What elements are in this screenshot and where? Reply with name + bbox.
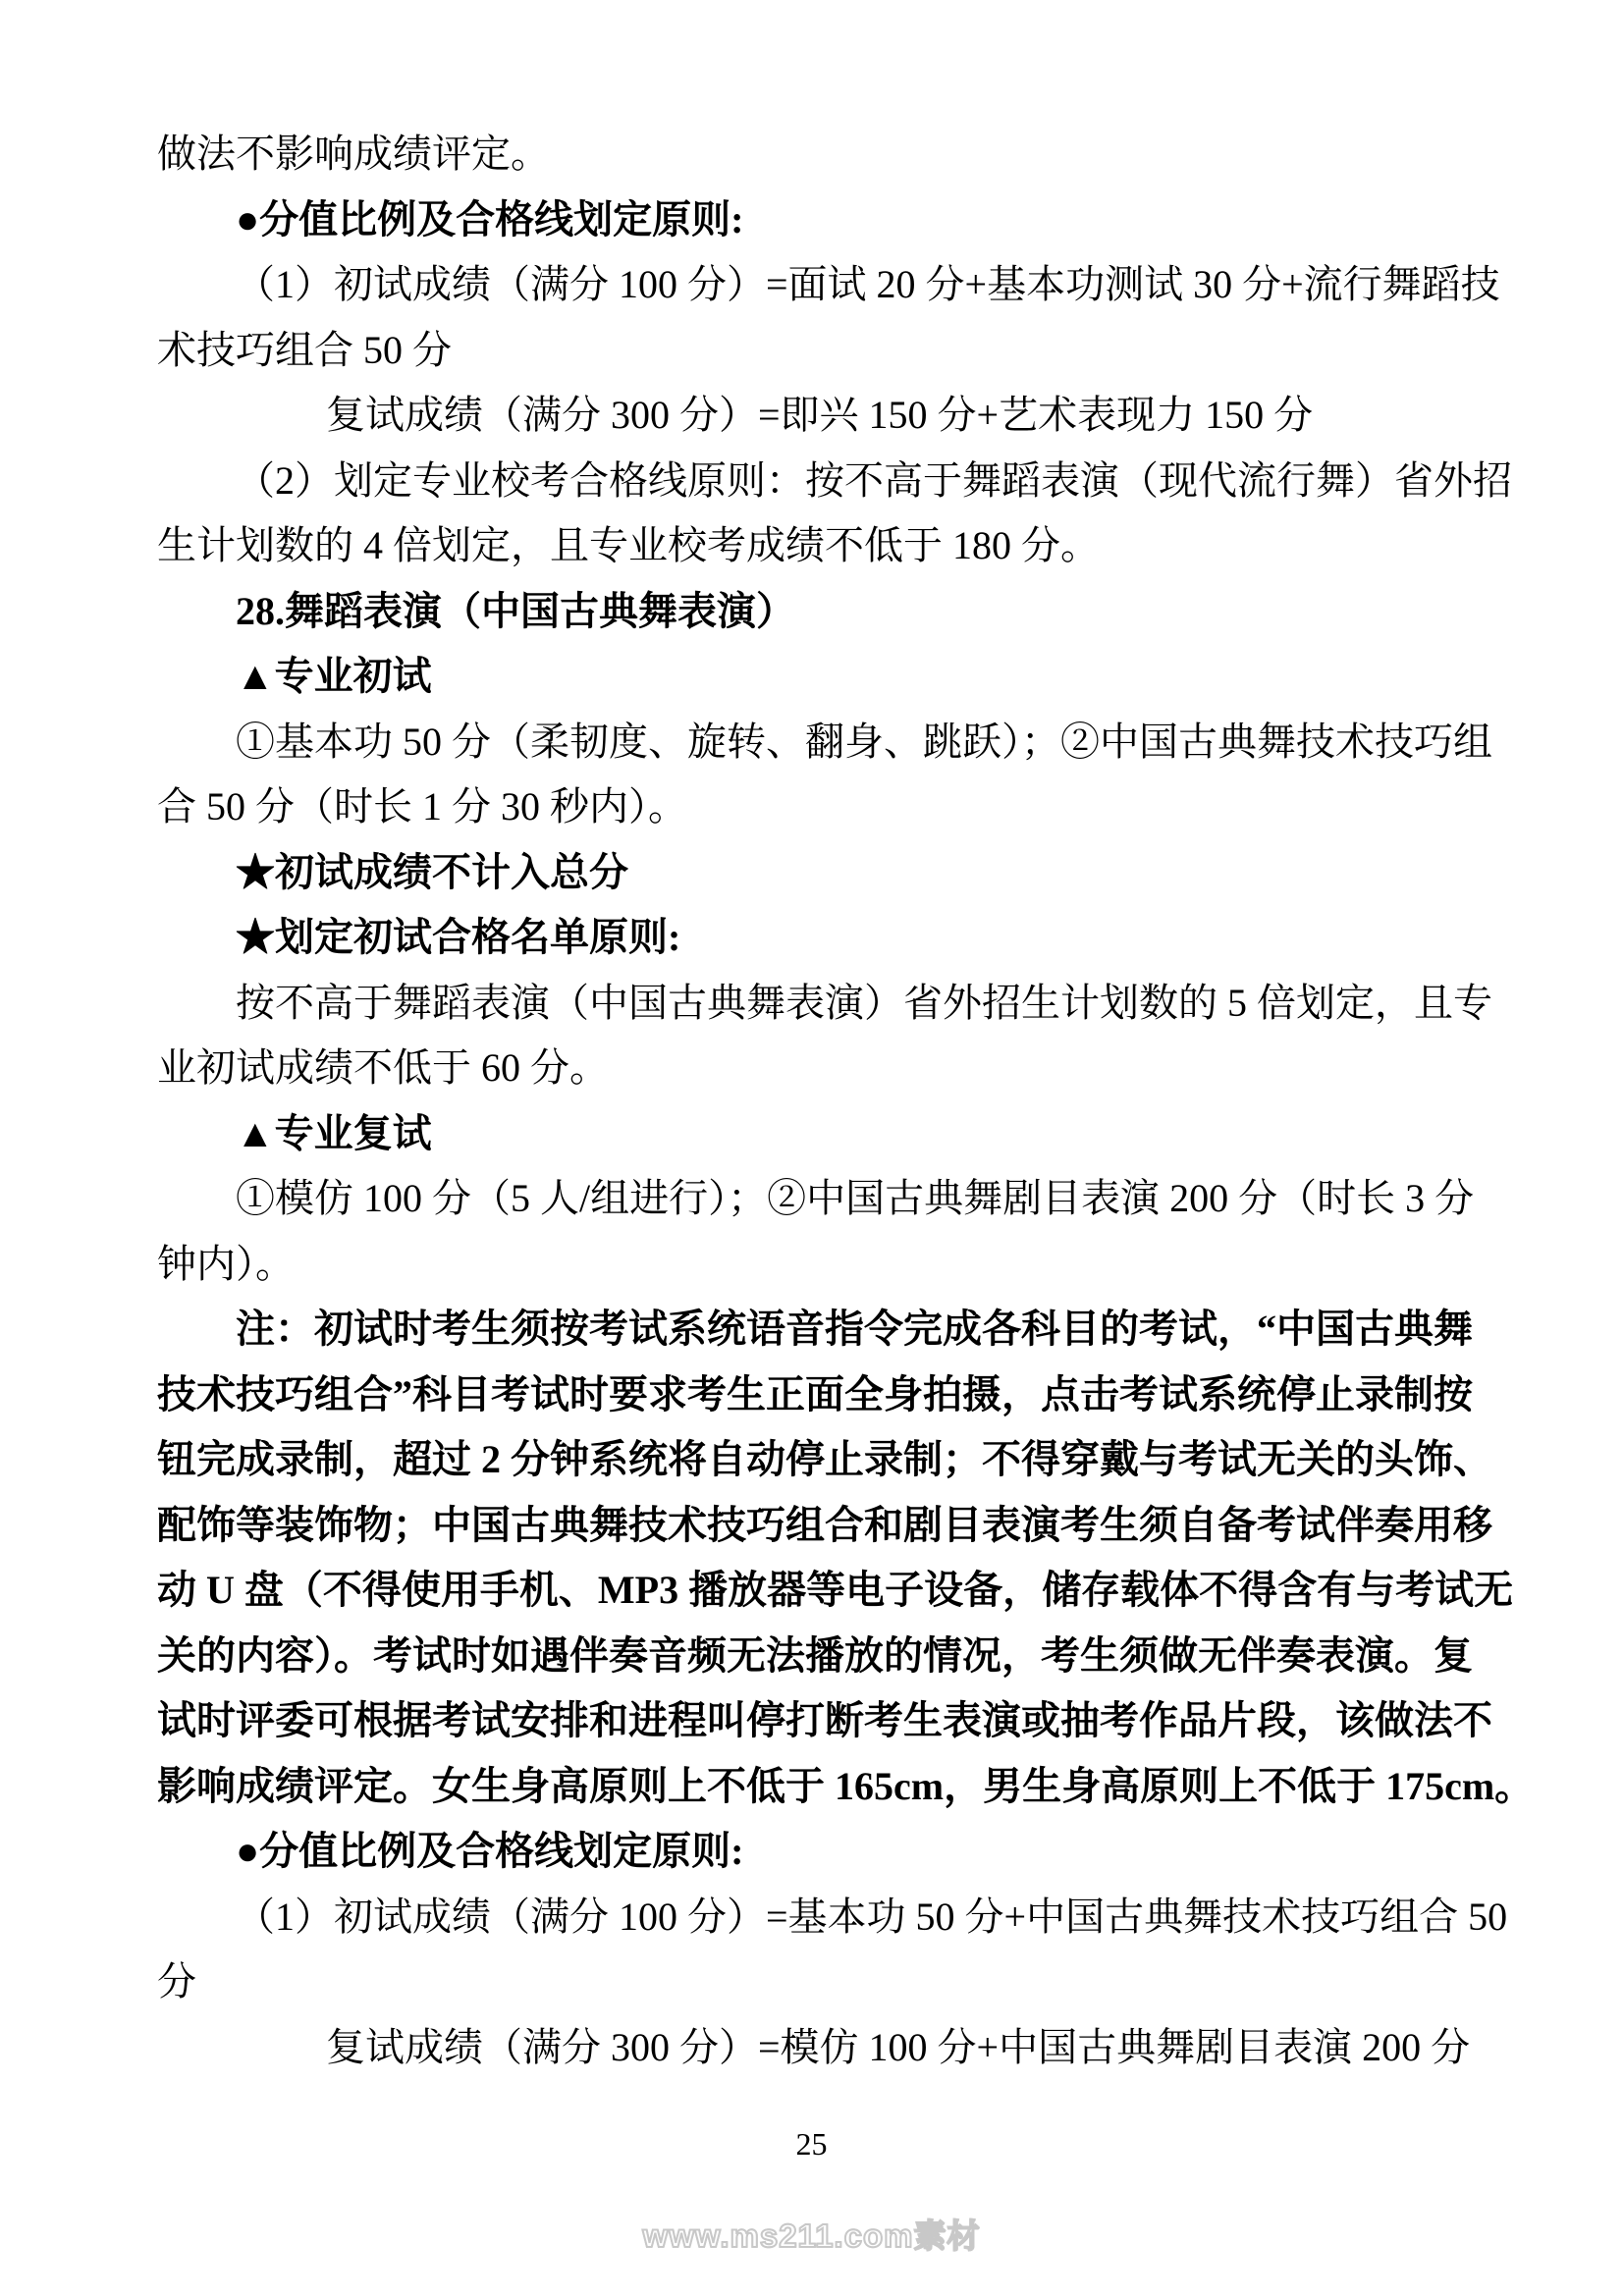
text-line: 注：初试时考生须按考试系统语音指令完成各科目的考试，“中国古典舞 (236, 1307, 1473, 1351)
text-line: ①模仿 100 分（5 人/组进行）；②中国古典舞剧目表演 200 分（时长 3 分 (236, 1176, 1475, 1220)
watermark: www.ms211.com素材 (642, 2217, 981, 2254)
text-line: ▲专业初试 (236, 654, 432, 698)
text-line: 配饰等装饰物；中国古典舞技术技巧组合和剧目表演考生须自备考试伴奏用移 (157, 1502, 1492, 1547)
text-line: 28.舞蹈表演（中国古典舞表演） (236, 588, 795, 633)
text-line: 合 50 分（时长 1 分 30 秒内）。 (157, 784, 687, 828)
text-line: （2）划定专业校考合格线原则：按不高于舞蹈表演（现代流行舞）省外招 (236, 457, 1512, 503)
text-line: 业初试成绩不低于 60 分。 (157, 1045, 609, 1090)
text-line: 生计划数的 4 倍划定，且专业校考成绩不低于 180 分。 (157, 523, 1100, 567)
text-line: 关的内容）。考试时如遇伴奏音频无法播放的情况，考生须做无伴奏表演。复 (157, 1632, 1473, 1678)
text-line: 复试成绩（满分 300 分）=即兴 150 分+艺术表现力 150 分 (326, 393, 1314, 437)
text-line: 分 (157, 1959, 196, 2003)
text-line: ●分值比例及合格线划定原则: (236, 1829, 744, 1873)
text-line: 复试成绩（满分 300 分）=模仿 100 分+中国古典舞剧目表演 200 分 (326, 2024, 1471, 2069)
text-line: 试时评委可根据考试安排和进程叫停打断考生表演或抽考作品片段，该做法不 (157, 1698, 1492, 1742)
text-line: ★初试成绩不计入总分 (236, 849, 628, 894)
page-footer (0, 2126, 1623, 2162)
text-line: 影响成绩评定。女生身高原则上不低于 165cm，男生身高原则上不低于 175cm。 (157, 1763, 1535, 1808)
text-line: 动 U 盘（不得使用手机、MP3 播放器等电子设备，储存载体不得含有与考试无 (157, 1568, 1514, 1612)
document-body (157, 122, 1535, 2080)
text-line: （1）初试成绩（满分 100 分）=基本功 50 分+中国古典舞技术技巧组合 50 (236, 1894, 1508, 1939)
text-line: 按不高于舞蹈表演（中国古典舞表演）省外招生计划数的 5 倍划定，且专 (236, 980, 1492, 1025)
text-line: 钟内）。 (157, 1241, 295, 1286)
text-line: ①基本功 50 分（柔韧度、旋转、翻身、跳跃）；②中国古典舞技术技巧组 (236, 719, 1492, 764)
text-line: ★划定初试合格名单原则: (236, 915, 681, 959)
text-line: 术技巧组合 50 分 (157, 327, 452, 372)
page-number: 25 (795, 2126, 828, 2162)
text-line: 做法不影响成绩评定。 (157, 132, 550, 176)
text-line: 技术技巧组合”科目考试时要求考生正面全身拍摄，点击考试系统停止录制按 (157, 1371, 1473, 1416)
text-line: ●分值比例及合格线划定原则: (236, 196, 744, 241)
text-line: （1）初试成绩（满分 100 分）=面试 20 分+基本功测试 30 分+流行舞蹈技 (236, 262, 1500, 306)
text-line: ▲专业复试 (236, 1110, 432, 1155)
text-line: 钮完成录制，超过 2 分钟系统将自动停止录制；不得穿戴与考试无关的头饰、 (157, 1437, 1492, 1481)
